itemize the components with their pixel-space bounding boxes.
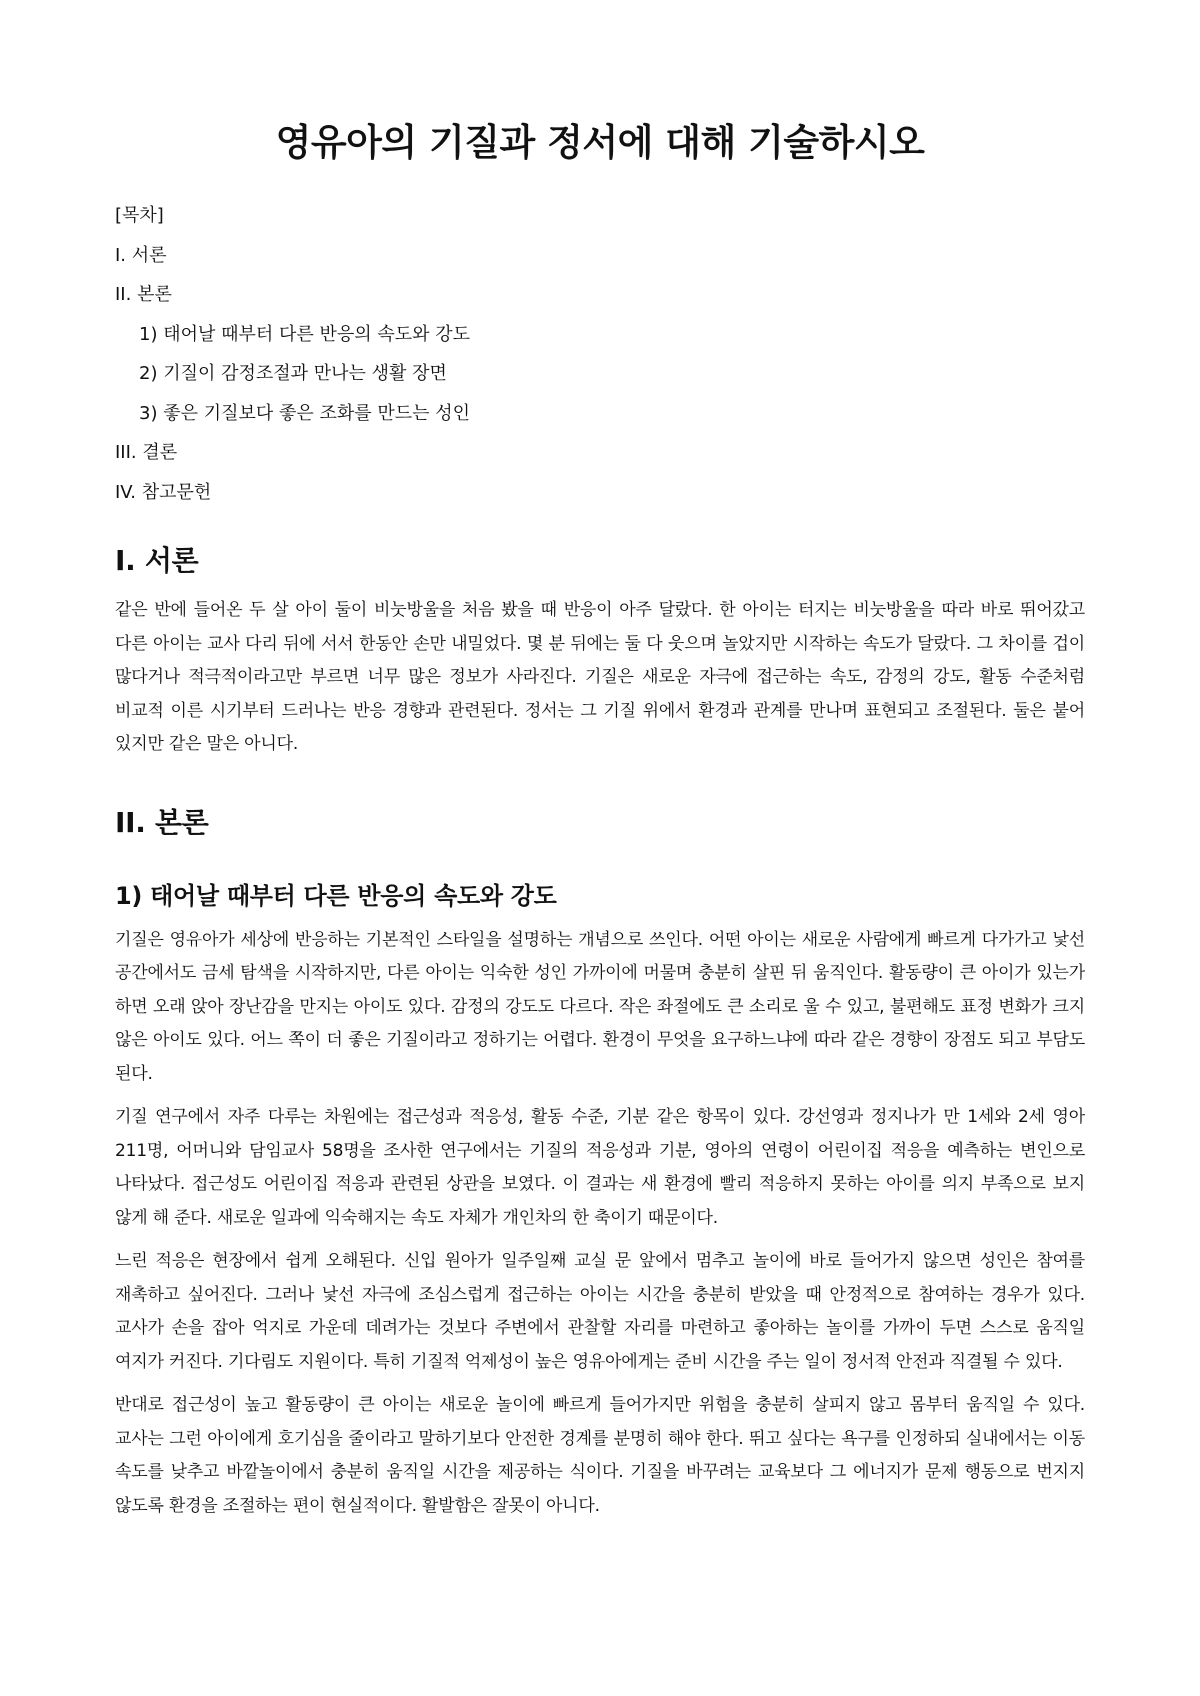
toc-label: [목차] [115, 205, 164, 226]
toc-item-conclusion: III. 결론 [115, 442, 178, 463]
paragraph: 반대로 접근성이 높고 활동량이 큰 아이는 새로운 놀이에 빠르게 들어가지만 위험을 충분히 살피지 않고 몸부터 움직일 수 있다. 교사는 그런 아이에게 호기심을 줄이라고 말하기보다 안전한 경계를 분명히 해야 한다. 뛰고 싶다는 욕구를 인정하되 실내에서는 이동 속도를 낮추고 바깥놀이에서 충분히 움직일 시간을 제공하는 식이다. 기질을 바꾸려는 교육보다 그 에너지가 문제 행동으로 번지지 않도록 환경을 조절하는 편이 현실적이다. 활발함은 잘못이 아니다. [115, 1395, 1085, 1516]
paragraph: 기질 연구에서 자주 다루는 차원에는 접근성과 적응성, 활동 수준, 기분 같은 항목이 있다. 강선영과 정지나가 만 1세와 2세 영아 211명, 어머니와 담임교사 58명을 조사한 연구에서는 기질의 적응성과 기분, 영아의 연령이 어린이집 적응을 예측하는 변인으로 나타났다. 접근성도 어린이집 적응과 관련된 상관을 보였다. 이 결과는 새 환경에 빨리 적응하지 못하는 아이를 의지 부족으로 보지 않게 해 준다. 새로운 일과에 익숙해지는 속도 자체가 개인차의 한 축이기 때문이다. [115, 1107, 1085, 1228]
spacer [115, 772, 1085, 802]
toc-item-introduction: I. 서론 [115, 244, 167, 266]
subsection-heading-1: 1) 태어날 때부터 다른 반응의 속도와 강도 [115, 881, 557, 910]
toc-item-body-3: 3) 좋은 기질보다 좋은 조화를 만드는 성인 [139, 402, 471, 424]
paragraph: 기질은 영유아가 세상에 반응하는 기본적인 스타일을 설명하는 개념으로 쓰인다. 어떤 아이는 새로운 사람에게 빠르게 다가가고 낯선 공간에서도 금세 탐색을 시작하지만, 다른 아이는 익숙한 성인 가까이에 머물며 충분히 살핀 뒤 움직인다. 활동량이 큰 아이가 있는가 하면 오래 앉아 장난감을 만지는 아이도 있다. 감정의 강도도 다르다. 작은 좌절에도 큰 소리로 울 수 있고, 불편해도 표정 변화가 크지 않은 아이도 있다. 어느 쪽이 더 좋은 기질이라고 정하기는 어렵다. 환경이 무엇을 요구하느냐에 따라 같은 경향이 장점도 되고 부담도 된다. [115, 929, 1085, 1084]
paragraph: 느린 적응은 현장에서 쉽게 오해된다. 신입 원아가 일주일째 교실 문 앞에서 멈추고 놀이에 바로 들어가지 않으면 성인은 참여를 재촉하고 싶어진다. 그러나 낯선 자극에 조심스럽게 접근하는 아이는 시간을 충분히 받았을 때 안정적으로 참여하는 경우가 있다. 교사가 손을 잡아 억지로 가운데 데려가는 것보다 주변에서 관찰할 자리를 마련하고 좋아하는 놀이를 가까이 두면 스스로 움직일 여지가 커진다. 기다림도 지원이다. 특히 기질적 억제성이 높은 영유아에게는 준비 시간을 주는 일이 정서적 안전과 직결될 수 있다. [115, 1251, 1085, 1372]
section-heading-introduction: I. 서론 [115, 544, 199, 577]
paragraph: 같은 반에 들어온 두 살 아이 둘이 비눗방울을 처음 봤을 때 반응이 아주 달랐다. 한 아이는 터지는 비눗방울을 따라 바로 뛰어갔고 다른 아이는 교사 다리 뒤에 서서 한동안 손만 내밀었다. 몇 분 뒤에는 둘 다 웃으며 놀았지만 시작하는 속도가 달랐다. 그 차이를 겁이 많다거나 적극적이라고만 부르면 너무 많은 정보가 사라진다. 기질은 새로운 자극에 접근하는 속도, 감정의 강도, 활동 수준처럼 비교적 이른 시기부터 드러나는 반응 경향과 관련된다. 정서는 그 기질 위에서 환경과 관계를 만나며 표현되고 조절된다. 둘은 붙어 있지만 같은 말은 아니다. [115, 600, 1085, 754]
table-of-contents [115, 196, 1085, 512]
toc-item-references: IV. 참고문헌 [115, 481, 212, 503]
toc-item-body: II. 본론 [115, 284, 172, 305]
spacer [115, 856, 1085, 878]
section-heading-body: II. 본론 [115, 805, 209, 839]
document-title: 영유아의 기질과 정서에 대해 기술하시오 [275, 121, 925, 164]
toc-item-body-2: 2) 기질이 감정조절과 만나는 생활 장면 [139, 363, 447, 384]
toc-item-body-1: 1) 태어날 때부터 다른 반응의 속도와 강도 [139, 323, 471, 345]
